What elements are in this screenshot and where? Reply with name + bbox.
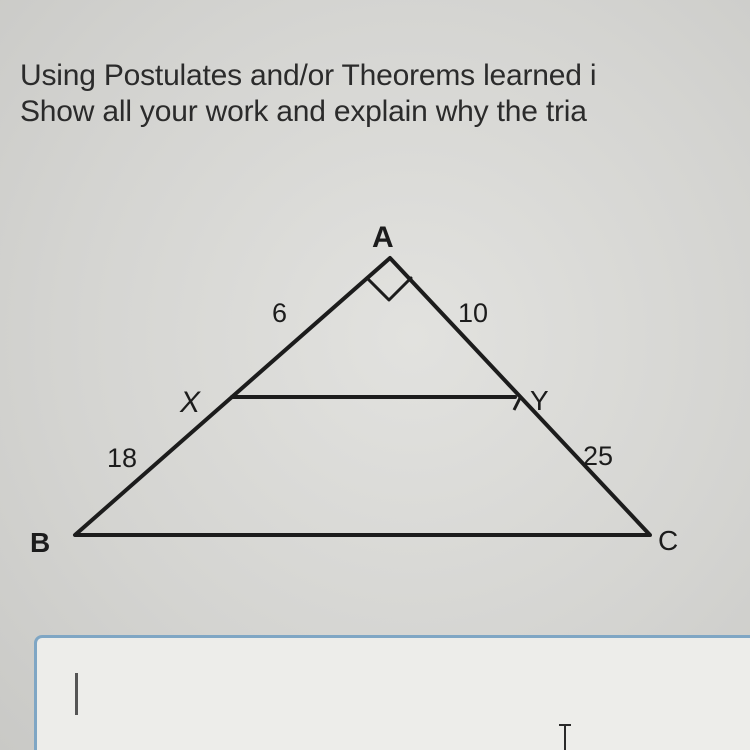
right-angle-marker	[367, 278, 411, 300]
segment-label-yc: 25	[583, 441, 614, 471]
vertex-label-a: A	[372, 221, 394, 254]
text-caret	[75, 673, 78, 715]
vertex-label-b: B	[30, 527, 51, 558]
y-tick	[514, 398, 520, 410]
question-line-1: Using Postulates and/or Theorems learned i	[20, 59, 597, 92]
segment-label-ax: 6	[272, 298, 288, 328]
vertex-label-x: X	[180, 386, 201, 419]
question-line-2: Show all your work and explain why the tria	[20, 95, 587, 128]
vertex-label-c: C	[658, 525, 679, 556]
vertex-label-y: Y	[530, 385, 549, 416]
answer-input[interactable]	[34, 635, 750, 750]
ibeam-cursor-icon	[558, 724, 572, 750]
segment-label-ay: 10	[458, 298, 489, 328]
segment-label-xb: 18	[107, 443, 138, 473]
